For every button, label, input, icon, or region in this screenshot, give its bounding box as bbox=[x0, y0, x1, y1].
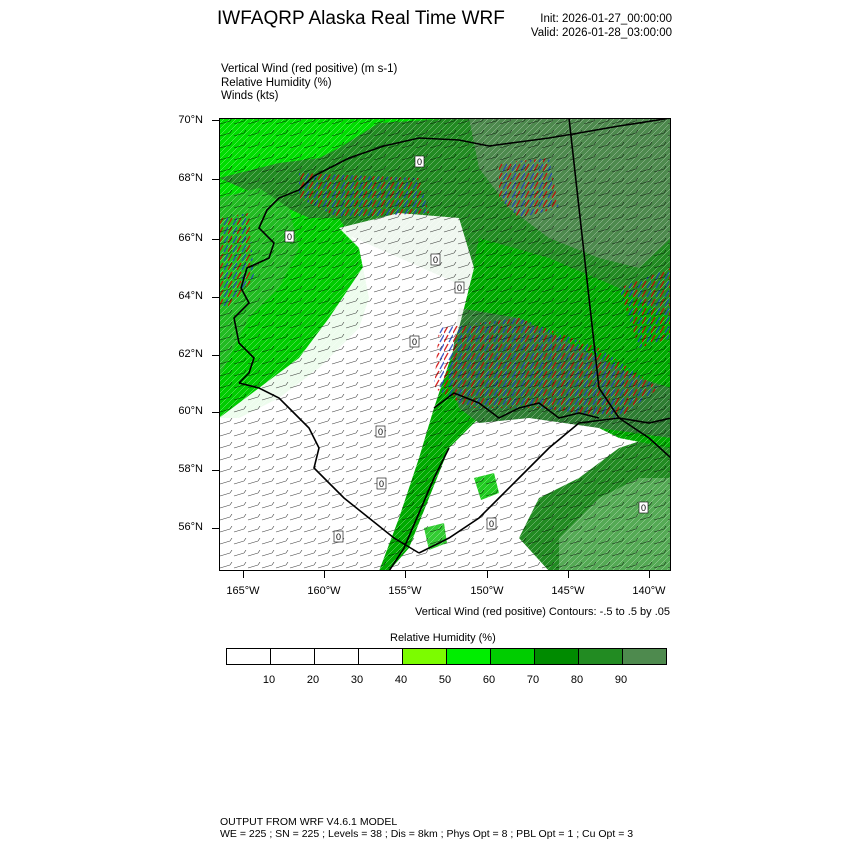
lat-tick bbox=[212, 297, 219, 298]
svg-text:0: 0 bbox=[412, 337, 418, 347]
colorbar-box bbox=[491, 649, 535, 664]
colorbar-box bbox=[315, 649, 359, 664]
lat-tick bbox=[212, 355, 219, 356]
lat-tick bbox=[212, 120, 219, 121]
contour-note: Vertical Wind (red positive) Contours: -.5 to .5 by .05 bbox=[415, 606, 670, 618]
colorbar-label: 10 bbox=[262, 674, 276, 686]
model-footer bbox=[220, 816, 633, 840]
lon-label-150: 150°W bbox=[470, 585, 504, 597]
colorbar-title: Relative Humidity (%) bbox=[390, 632, 496, 644]
contour-label bbox=[431, 254, 440, 265]
colorbar-label: 40 bbox=[394, 674, 408, 686]
footer-line-1: OUTPUT FROM WRF V4.6.1 MODEL bbox=[220, 816, 398, 828]
colorbar-box bbox=[359, 649, 403, 664]
lat-label-60: 60°N bbox=[178, 405, 203, 417]
lat-tick bbox=[212, 412, 219, 413]
colorbar-box bbox=[227, 649, 271, 664]
field-list bbox=[221, 63, 397, 104]
lat-tick bbox=[212, 528, 219, 529]
lat-tick bbox=[212, 470, 219, 471]
contour-label bbox=[376, 426, 385, 437]
colorbar-label: 50 bbox=[438, 674, 452, 686]
lon-label-145: 145°W bbox=[551, 585, 585, 597]
map-panel bbox=[219, 118, 671, 571]
colorbar-label: 70 bbox=[526, 674, 540, 686]
colorbar-label: 60 bbox=[482, 674, 496, 686]
lat-label-56: 56°N bbox=[178, 521, 203, 533]
contour-label bbox=[334, 531, 343, 542]
lon-tick bbox=[324, 571, 325, 578]
wind-barbs bbox=[219, 118, 671, 571]
lon-label-140: 140°W bbox=[632, 585, 666, 597]
lon-label-165: 165°W bbox=[226, 585, 260, 597]
colorbar bbox=[226, 648, 667, 665]
map-canvas bbox=[219, 118, 671, 571]
contour-label bbox=[455, 282, 464, 293]
svg-text:0: 0 bbox=[457, 283, 463, 293]
svg-text:0: 0 bbox=[641, 503, 647, 513]
lat-label-68: 68°N bbox=[178, 172, 203, 184]
lon-tick bbox=[487, 571, 488, 578]
plot-title: IWFAQRP Alaska Real Time WRF bbox=[217, 8, 505, 29]
lon-label-160: 160°W bbox=[307, 585, 341, 597]
lon-tick bbox=[568, 571, 569, 578]
lon-label-155: 155°W bbox=[388, 585, 422, 597]
colorbar-box bbox=[535, 649, 579, 664]
svg-text:0: 0 bbox=[489, 519, 495, 529]
contour-label bbox=[410, 336, 419, 347]
lat-tick bbox=[212, 179, 219, 180]
colorbar-label: 20 bbox=[306, 674, 320, 686]
svg-text:0: 0 bbox=[417, 157, 423, 167]
valid-time: Valid: 2026-01-28_03:00:00 bbox=[530, 27, 672, 39]
contour-label bbox=[377, 478, 386, 489]
lat-label-62: 62°N bbox=[178, 348, 203, 360]
lat-label-66: 66°N bbox=[178, 232, 203, 244]
colorbar-box bbox=[447, 649, 491, 664]
contour-label bbox=[285, 231, 294, 242]
colorbar-label: 30 bbox=[350, 674, 364, 686]
contour-label bbox=[487, 518, 496, 529]
colorbar-box bbox=[271, 649, 315, 664]
colorbar-label: 80 bbox=[570, 674, 584, 686]
contour-label bbox=[639, 502, 648, 513]
svg-text:0: 0 bbox=[433, 255, 439, 265]
lat-label-70: 70°N bbox=[178, 114, 203, 126]
svg-text:0: 0 bbox=[379, 479, 385, 489]
lat-label-58: 58°N bbox=[178, 463, 203, 475]
field-vertical-wind: Vertical Wind (red positive) (m s-1) bbox=[221, 63, 398, 75]
lat-tick bbox=[212, 239, 219, 240]
svg-text:0: 0 bbox=[378, 427, 384, 437]
colorbar-box bbox=[579, 649, 623, 664]
lat-label-64: 64°N bbox=[178, 290, 203, 302]
init-time: Init: 2026-01-27_00:00:00 bbox=[540, 13, 672, 25]
field-winds: Winds (kts) bbox=[221, 90, 279, 102]
svg-text:0: 0 bbox=[287, 232, 293, 242]
colorbar-box bbox=[403, 649, 447, 664]
colorbar-label: 90 bbox=[614, 674, 628, 686]
svg-text:0: 0 bbox=[336, 532, 342, 542]
colorbar-box bbox=[623, 649, 666, 664]
footer-line-2: WE = 225 ; SN = 225 ; Levels = 38 ; Dis = 8km ; Phys Opt = 8 ; PBL Opt = 1 ; Cu Opt = 3 bbox=[220, 828, 634, 840]
field-relative-humidity: Relative Humidity (%) bbox=[221, 76, 332, 89]
run-times bbox=[520, 12, 672, 40]
lon-tick bbox=[649, 571, 650, 578]
lon-tick bbox=[405, 571, 406, 578]
lon-tick bbox=[243, 571, 244, 578]
contour-label bbox=[415, 156, 424, 167]
